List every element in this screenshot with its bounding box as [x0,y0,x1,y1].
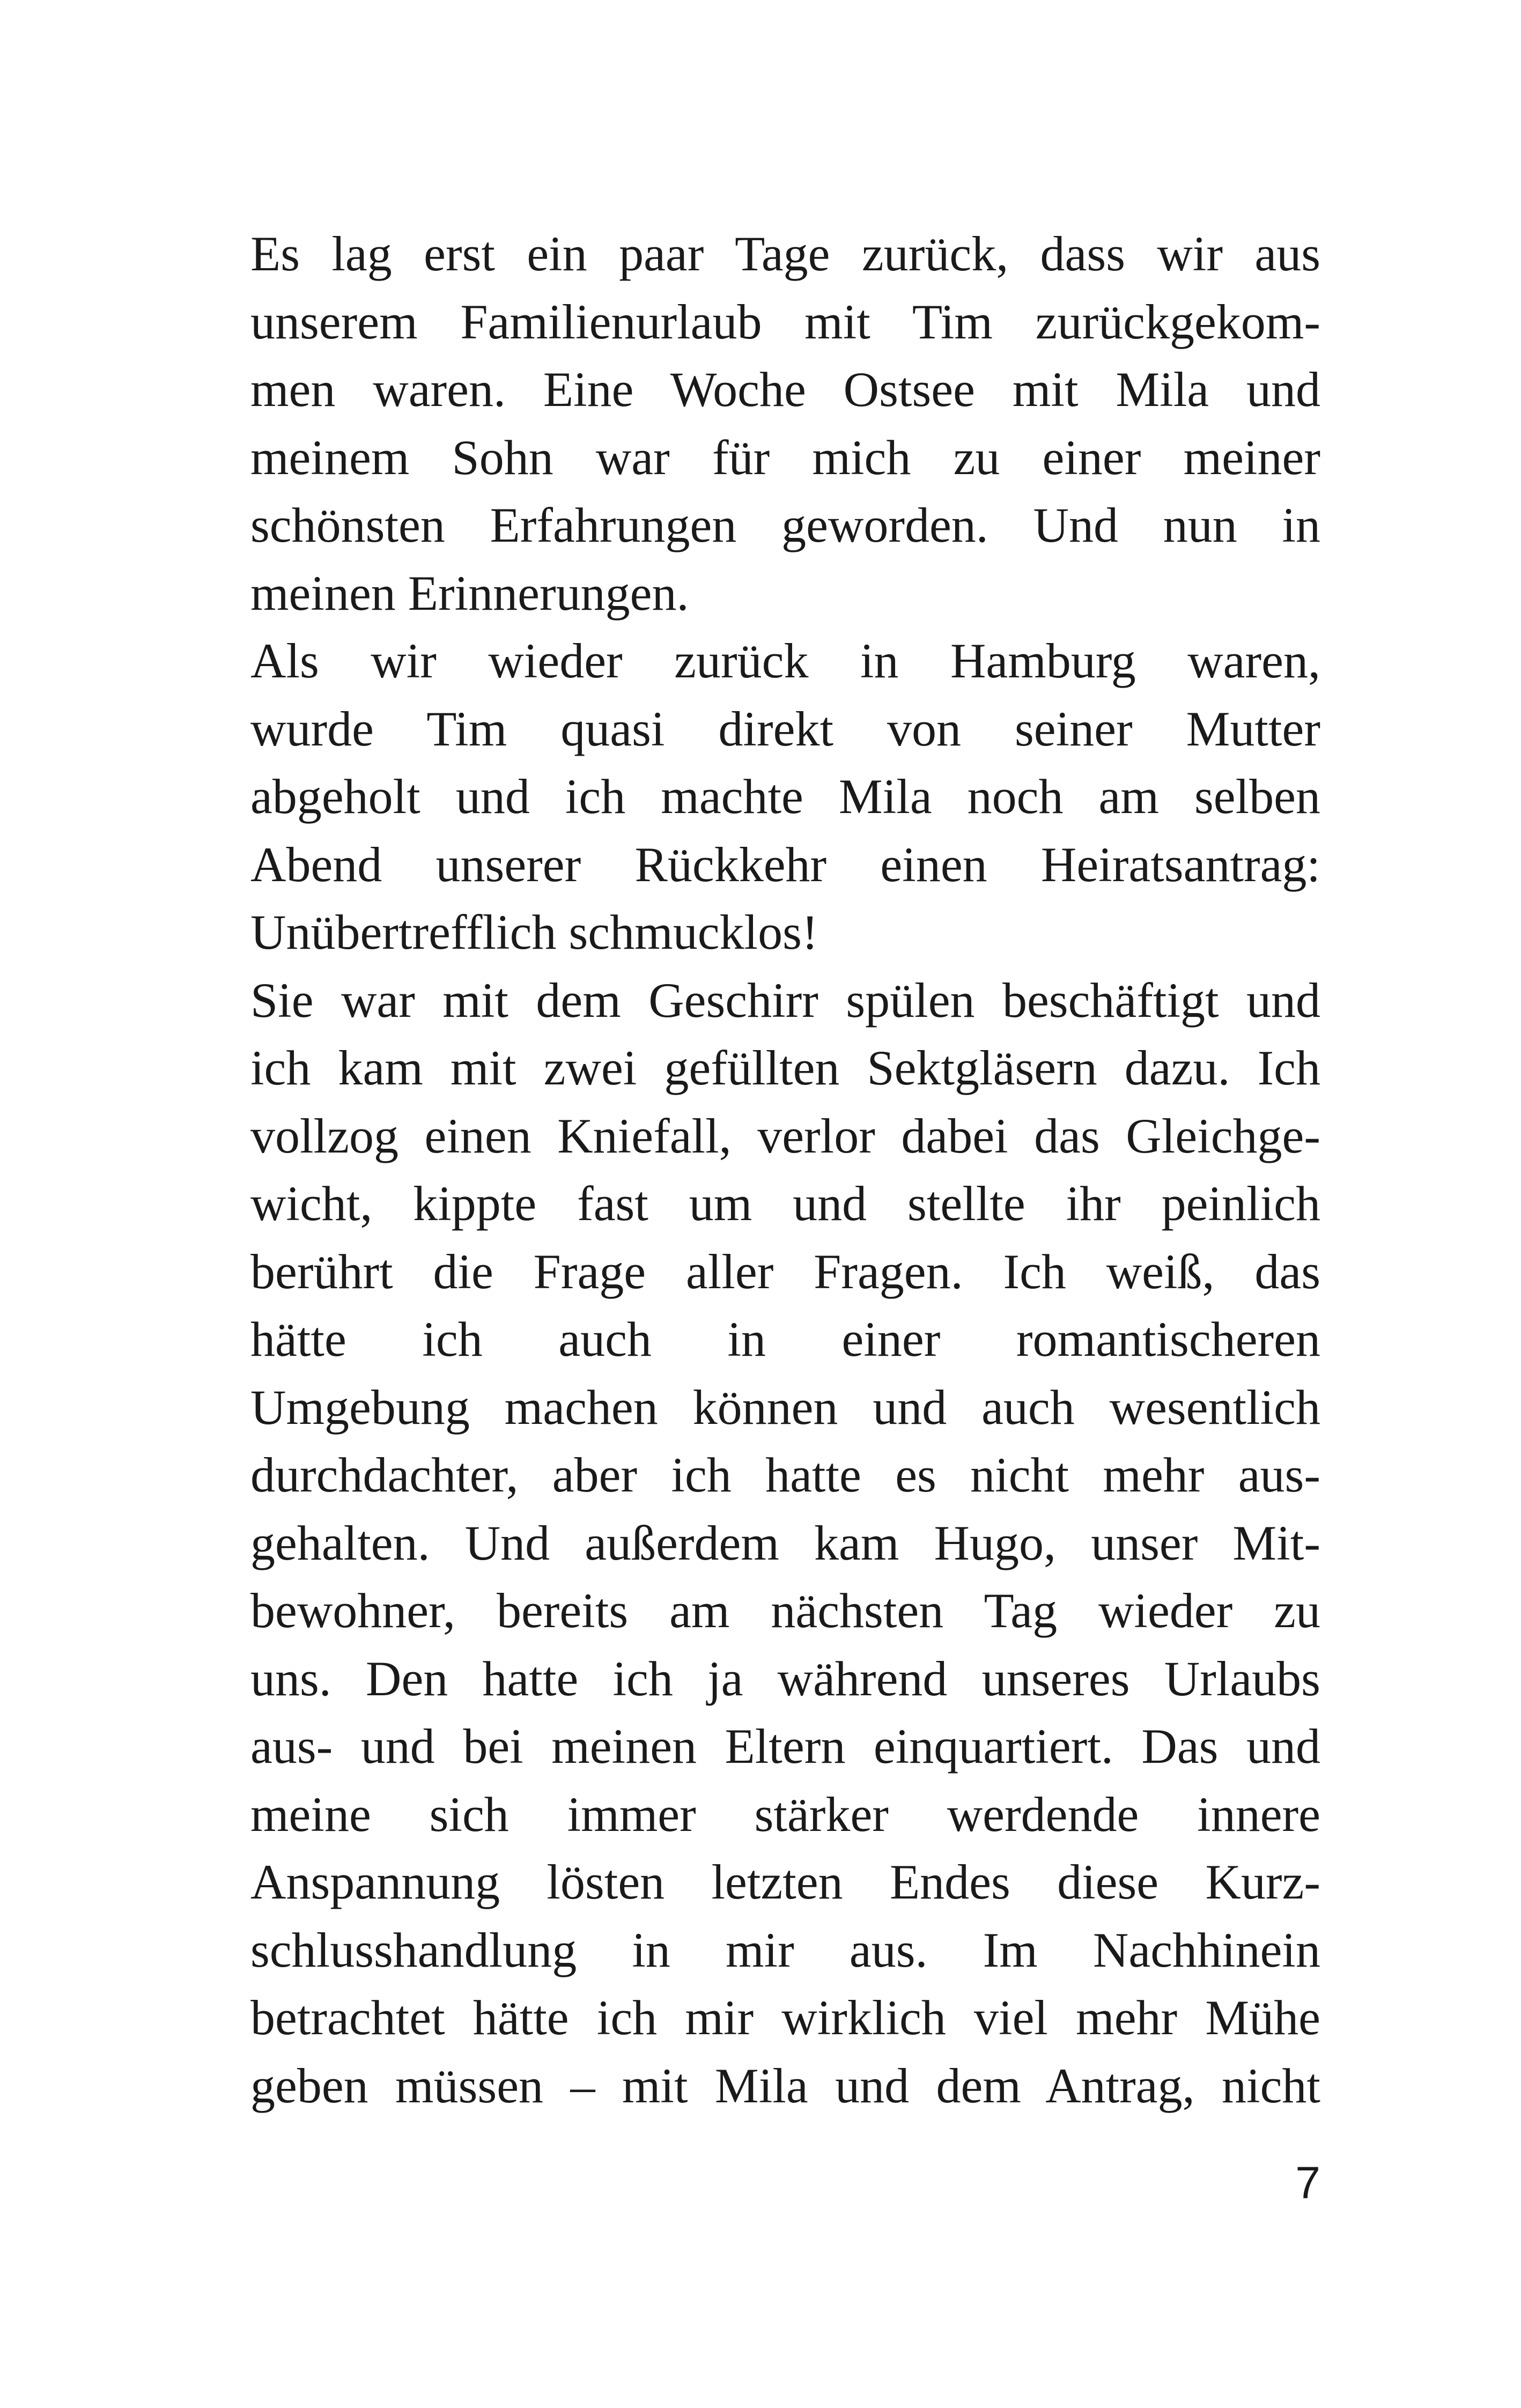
text-line: Sie war mit dem Geschirr spülen beschäftigt und [250,972,1320,1028]
page-number: 7 [1295,2158,1320,2208]
text-line: geben müssen – mit Mila und dem Antrag, nicht [250,2058,1320,2113]
text-line: wicht, kippte fast um und stellte ihr peinlich [250,1176,1320,1231]
text-line: uns. Den hatte ich ja während unseres Urlaubs [250,1651,1320,1706]
text-line: hätte ich auch in einer romantischeren [250,1312,1320,1366]
text-line: gehalten. Und außerdem kam Hugo, unser Mit- [250,1515,1320,1570]
text-line: Es lag erst ein paar Tage zurück, dass wir aus [250,226,1320,281]
text-line: abgeholt und ich machte Mila noch am selben [250,769,1320,824]
text-line: bewohner, bereits am nächsten Tag wieder zu [250,1583,1320,1638]
text-line: ich kam mit zwei gefüllten Sektgläsern dazu. Ich [250,1040,1320,1095]
text-line: schlusshandlung in mir aus. Im Nachhinein [250,1922,1320,1977]
text-line: berührt die Frage aller Fragen. Ich weiß, das [250,1244,1320,1299]
text-line: meine sich immer stärker werdende innere [250,1786,1320,1842]
text-line: Anspannung lösten letzten Endes diese Kurz- [250,1855,1320,1909]
text-line: Umgebung machen können und auch wesentlich [250,1379,1320,1435]
text-line: meinen Erinnerungen. [250,565,689,621]
text-line: aus- und bei meinen Eltern einquartiert. Das und [250,1719,1320,1774]
text-line: Abend unserer Rückkehr einen Heiratsantrag: [250,837,1320,892]
text-line: schönsten Erfahrungen geworden. Und nun in [250,498,1320,552]
text-line: meinem Sohn war für mich zu einer meiner [250,430,1320,485]
text-line: durchdachter, aber ich hatte es nicht mehr aus- [250,1447,1320,1502]
text-line: betrachtet hätte ich mir wirklich viel mehr Mühe [250,1990,1320,2045]
text-line: Unübertrefflich schmucklos! [250,905,818,959]
text-line: vollzog einen Kniefall, verlor dabei das Gleichge- [250,1108,1320,1163]
text-line: men waren. Eine Woche Ostsee mit Mila und [250,362,1320,417]
body-text [250,220,1320,2119]
text-line: unserem Familienurlaub mit Tim zurückgekom- [250,294,1320,349]
text-line: Als wir wieder zurück in Hamburg waren, [250,633,1320,688]
text-line: wurde Tim quasi direkt von seiner Mutter [250,701,1320,756]
